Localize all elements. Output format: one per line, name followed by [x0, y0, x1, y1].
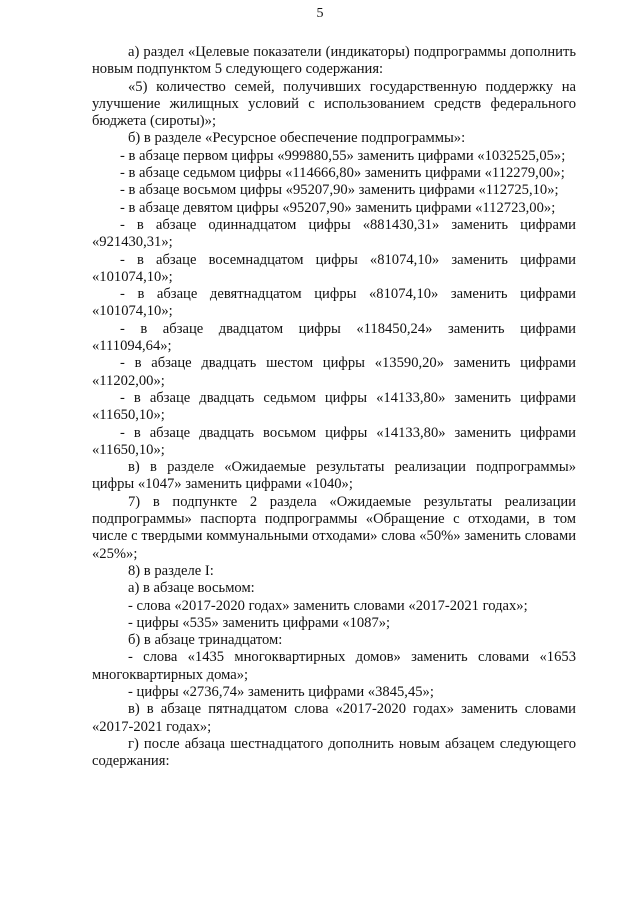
paragraph: а) в абзаце восьмом:: [128, 580, 255, 597]
paragraph: - слова «1435 многоквартирных домов» заменить словами «1653 многоквартирных дома»;: [92, 649, 576, 683]
paragraph: в) в абзаце пятнадцатом слова «2017-2020 годах» заменить словами «2017-2021 годах»;: [92, 701, 576, 735]
paragraph: г) после абзаца шестнадцатого дополнить новым абзацем следующего содержания:: [92, 735, 576, 770]
paragraph: - слова «2017-2020 годах» заменить словами «2017-2021 годах»;: [128, 597, 528, 614]
paragraph: б) в абзаце тринадцатом:: [128, 632, 283, 649]
paragraph: в) в разделе «Ожидаемые результаты реализации подпрограммы» цифры «1047» заменить цифрами «1040»;: [92, 459, 576, 493]
paragraph: - в абзаце двадцатом цифры «118450,24» заменить цифрами «111094,64»;: [92, 320, 576, 355]
paragraph: - в абзаце одиннадцатом цифры «881430,31» заменить цифрами «921430,31»;: [92, 216, 576, 251]
paragraph: - в абзаце двадцать седьмом цифры «14133,80» заменить цифрами «11650,10»;: [92, 389, 576, 424]
paragraph: - цифры «2736,74» заменить цифрами «3845,45»;: [128, 683, 434, 700]
document-body: [92, 44, 576, 770]
paragraph: 8) в разделе I:: [128, 562, 214, 579]
paragraph: а) раздел «Целевые показатели (индикаторы) подпрограммы дополнить новым подпунктом 5 следующего содержания:: [92, 44, 576, 78]
paragraph: 7) в подпункте 2 раздела «Ожидаемые результаты реализации подпрограммы» паспорта подпрограммы «Обращение с отходами, в том числе с твердыми коммунальными отходами» слова «50%» заменить словами «25%»;: [92, 493, 576, 562]
paragraph: - цифры «535» заменить цифрами «1087»;: [128, 614, 391, 631]
paragraph: «5) количество семей, получивших государственную поддержку на улучшение жилищных условий с использованием средств федерального бюджета (сироты)»;: [92, 78, 576, 130]
page-number: 5: [316, 6, 324, 21]
paragraph: - в абзаце седьмом цифры «114666,80» заменить цифрами «112279,00»;: [120, 165, 565, 182]
paragraph: - в абзаце первом цифры «999880,55» заменить цифрами «1032525,05»;: [120, 147, 566, 164]
paragraph: - в абзаце двадцать шестом цифры «13590,20» заменить цифрами «11202,00»;: [92, 355, 576, 389]
paragraph: - в абзаце девятнадцатом цифры «81074,10» заменить цифрами «101074,10»;: [92, 286, 576, 320]
paragraph: - в абзаце восьмом цифры «95207,90» заменить цифрами «112725,10»;: [120, 182, 559, 199]
paragraph: - в абзаце девятом цифры «95207,90» заменить цифрами «112723,00»;: [120, 199, 556, 216]
paragraph: б) в разделе «Ресурсное обеспечение подпрограммы»:: [128, 130, 466, 147]
paragraph: - в абзаце восемнадцатом цифры «81074,10» заменить цифрами «101074,10»;: [92, 251, 576, 285]
paragraph: - в абзаце двадцать восьмом цифры «14133,80» заменить цифрами «11650,10»;: [92, 424, 576, 458]
